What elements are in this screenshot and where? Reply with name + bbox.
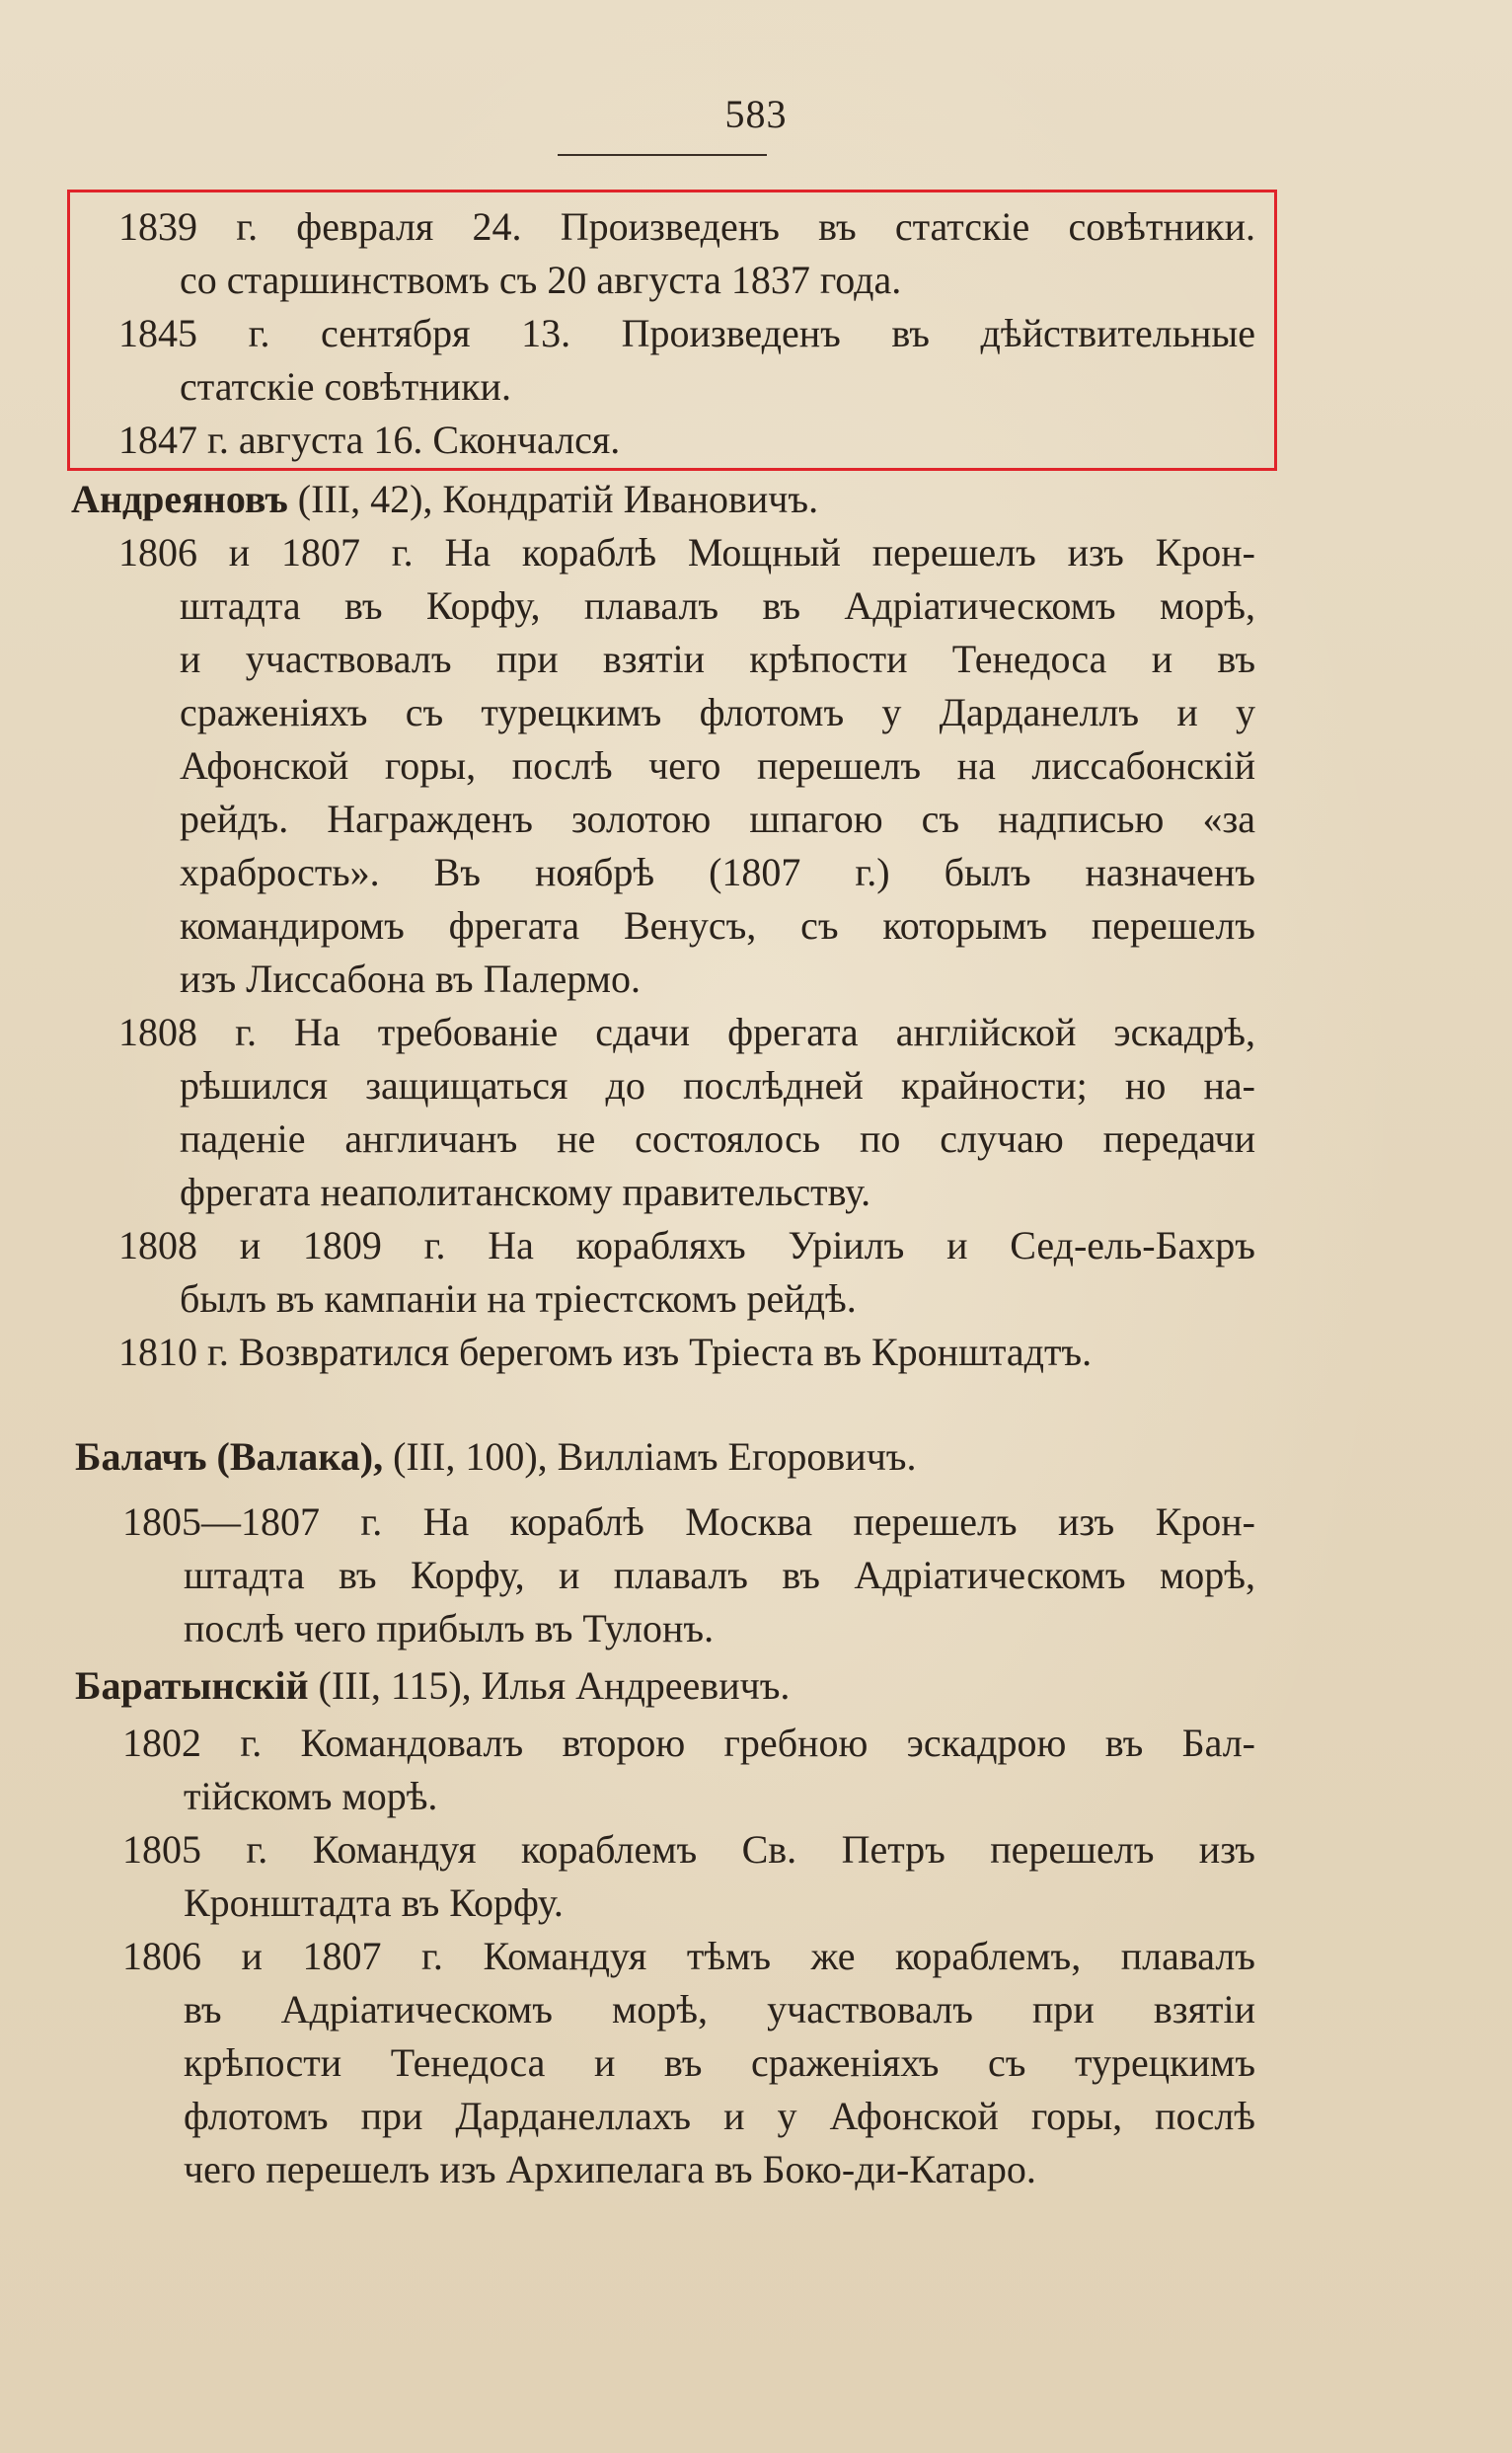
entry-heading-rest: (III, 115), Илья Андреевичъ.	[308, 1663, 791, 1708]
entry-name: Андреяновъ	[71, 477, 288, 521]
text-line: рѣшился защищаться до послѣдней крайности; но на-	[180, 1063, 1255, 1108]
text-line: фрегата неаполитанскому правительству.	[180, 1170, 871, 1214]
text-line: тійскомъ морѣ.	[184, 1774, 438, 1818]
text-line: паденіе англичанъ не состоялось по случаю передачи	[180, 1116, 1255, 1161]
text-line: флотомъ при Дарданеллахъ и у Афонской горы, послѣ	[184, 2094, 1255, 2138]
entry-heading-rest: (III, 42), Кондратій Ивановичъ.	[287, 477, 819, 521]
text-line: 1802 г. Командовалъ второю гребною эскадрою въ Бал-	[122, 1721, 1255, 1765]
text-line: 1806 и 1807 г. Командуя тѣмъ же кораблемъ, плавалъ	[122, 1934, 1255, 1978]
text-line: 1806 и 1807 г. На кораблѣ Мощный перешелъ изъ Крон-	[118, 530, 1255, 575]
entry-name: Баратынскій	[75, 1663, 309, 1708]
text-line: 1839 г. февраля 24. Произведенъ въ статскіе совѣтники.	[118, 204, 1255, 249]
page-number-rule	[558, 154, 767, 156]
text-line: 1805 г. Командуя кораблемъ Св. Петръ перешелъ изъ	[122, 1827, 1255, 1872]
entry-heading-andreyanov	[71, 474, 1255, 525]
text-line: и участвовалъ при взятіи крѣпости Тенедоса и въ	[180, 637, 1255, 681]
text-line: послѣ чего прибылъ въ Тулонъ.	[184, 1606, 715, 1650]
text-line: былъ въ кампаніи на тріестскомъ рейдѣ.	[180, 1276, 857, 1321]
entry-heading-balach	[75, 1431, 1255, 1483]
entry-name: Балачъ (Валака),	[75, 1434, 384, 1479]
text-line: изъ Лиссабона въ Палермо.	[180, 957, 641, 1001]
text-line: 1847 г. августа 16. Скончался.	[118, 418, 621, 462]
text-line: штадта въ Корфу, и плавалъ въ Адріатическомъ морѣ,	[184, 1553, 1255, 1597]
text-line: рейдъ. Награжденъ золотою шпагою съ надписью «за	[180, 797, 1255, 841]
text-line: 1805—1807 г. На кораблѣ Москва перешелъ изъ Крон-	[122, 1499, 1255, 1544]
text-line: крѣпости Тенедоса и въ сраженіяхъ съ турецкимъ	[184, 2040, 1255, 2085]
text-line: Кронштадта въ Корфу.	[184, 1880, 564, 1925]
text-line: въ Адріатическомъ морѣ, участвовалъ при взятіи	[184, 1987, 1255, 2031]
text-line: чего перешелъ изъ Архипелага въ Боко-ди-Катаро.	[184, 2147, 1036, 2191]
page-number: 583	[724, 92, 788, 136]
text-line: Афонской горы, послѣ чего перешелъ на лиссабонскій	[180, 743, 1255, 788]
text-line: 1808 г. На требованіе сдачи фрегата англійской эскадрѣ,	[118, 1010, 1255, 1054]
text-line: 1808 и 1809 г. На корабляхъ Уріилъ и Сед-ель-Бахръ	[118, 1223, 1255, 1267]
text-line: сраженіяхъ съ турецкимъ флотомъ у Дарданеллъ и у	[180, 690, 1255, 734]
text-line: 1810 г. Возвратился берегомъ изъ Тріеста въ Кронштадтъ.	[118, 1330, 1093, 1374]
text-line: командиромъ фрегата Венусъ, съ которымъ перешелъ	[180, 903, 1255, 948]
text-line: храбрость». Въ ноябрѣ (1807 г.) былъ назначенъ	[180, 850, 1255, 894]
text-line: статскіе совѣтники.	[180, 364, 511, 409]
text-line: штадта въ Корфу, плавалъ въ Адріатическомъ морѣ,	[180, 583, 1255, 628]
entry-heading-rest: (III, 100), Вилліамъ Егоровичъ.	[383, 1434, 917, 1479]
entry-heading-baratynsky	[75, 1660, 1255, 1712]
text-line: 1845 г. сентября 13. Произведенъ въ дѣйствительные	[118, 311, 1255, 355]
text-line: со старшинствомъ съ 20 августа 1837 года.	[180, 258, 902, 302]
